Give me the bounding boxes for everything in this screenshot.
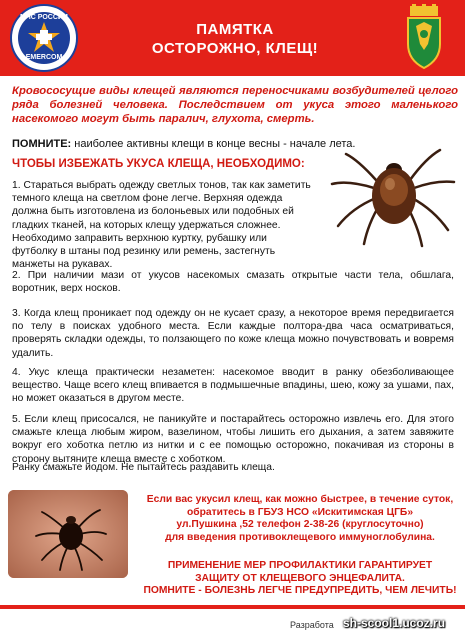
advice-paragraph-5: 5. Если клещ присосался, не паникуйте и постарайтесь осторожно извлечь его. Для этого смажьте клеща любым жиром, вазелином, чтобы лишить его дыхания, а затем завяжите вокруг его хоботка петлю из нитки и с ее помощью осторожно, покачивая из стороны в сторону вытяните клеща вместе с хоботком. bbox=[12, 414, 454, 465]
title-line-1: ПАМЯТКА bbox=[196, 21, 274, 38]
emblem-bottom-text: EMERCOM bbox=[25, 54, 63, 61]
contact-line-2: обратитесь в ГБУЗ НСО «Искитимская ЦГБ» bbox=[186, 506, 414, 518]
contact-info bbox=[140, 494, 460, 544]
site-watermark: sh-scool1.ucoz.ru bbox=[343, 616, 446, 630]
footer-divider bbox=[0, 605, 465, 609]
advice-paragraph-1: 1. Стараться выбрать одежду светлых тонов, так как заметить темного клеща на светлом фоне легче. Верхняя одежда должна быть изготовлена из болоньевых или подобных ей гладких тканей, на которых клещу удержаться сложнее. Необходимо заправить верхнюю куртку, рубашку или футболку в штаны под резинку или ремень, застегнуть манжеты на рукавах. bbox=[12, 180, 311, 271]
prevention-warning bbox=[140, 560, 460, 598]
city-coat-of-arms-icon bbox=[404, 4, 444, 70]
advice-paragraph-4: 4. Укус клеща практически незаметен: насекомое вводит в ранку обезболивающее вещество. Чаще всего клещ впивается в подмышечные впадины, шею, кожу за ушами, пах, но может оказаться в другом месте. bbox=[12, 367, 454, 405]
warning-line-1: ПРИМЕНЕНИЕ МЕР ПРОФИЛАКТИКИ ГАРАНТИРУЕТ bbox=[167, 560, 433, 571]
section-heading: ЧТОБЫ ИЗБЕЖАТЬ УКУСА КЛЕЩА, НЕОБХОДИМО: bbox=[12, 158, 305, 170]
contact-line-1: Если вас укусил клещ, как можно быстрее, в течение суток, bbox=[146, 494, 454, 505]
remember-label: ПОМНИТЕ: bbox=[12, 138, 72, 150]
header-banner bbox=[0, 0, 465, 76]
emblem-top-text: МЧС РОССИИ bbox=[20, 14, 68, 21]
tick-icon bbox=[318, 140, 465, 250]
intro-warning: Кровососущие виды клещей являются переносчиками возбудителей целого ряда болезней человека. Последствием от укуса этого маленького насекомого могут быть паралич, глухота, смерть. bbox=[12, 85, 458, 125]
advice-paragraph-2: 2. При наличии мази от укусов насекомых смазать открытые части тела, обшлага, воротник, верх носков. bbox=[12, 270, 454, 295]
page-title bbox=[95, 20, 375, 58]
footer-credit: Разработа bbox=[290, 620, 334, 630]
contact-line-3: ул.Пушкина ,52 телефон 2-38-26 (круглосуточно) bbox=[176, 519, 424, 530]
advice-paragraph-3: 3. Когда клещ проникает под одежду он не кусает сразу, а некоторое время передвигается по телу в поисках удобного места. Если каждые полтора-два часа осматриваться, проверять складки одежды, то ползающего по коже клеща можно почувствовать и вовремя удалить. bbox=[12, 308, 454, 359]
title-line-2: ОСТОРОЖНО, КЛЕЩ! bbox=[151, 40, 319, 57]
tick-on-skin-photo bbox=[8, 490, 128, 578]
emercom-emblem-icon bbox=[10, 4, 78, 72]
remember-text: наиболее активны клещи в конце весны - начале лета. bbox=[71, 138, 356, 150]
warning-line-2: ЗАЩИТУ ОТ КЛЕЩЕВОГО ЭНЦЕФАЛИТА. bbox=[195, 572, 405, 584]
warning-line-3: ПОМНИТЕ - БОЛЕЗНЬ ЛЕГЧЕ ПРЕДУПРЕДИТЬ, ЧЕМ ЛЕЧИТЬ! bbox=[143, 585, 457, 596]
contact-line-4: для введения противоклещевого иммуноглобулина. bbox=[165, 531, 435, 543]
advice-paragraph-6: Ранку смажьте йодом. Не пытайтесь раздавить клеща. bbox=[12, 462, 275, 473]
